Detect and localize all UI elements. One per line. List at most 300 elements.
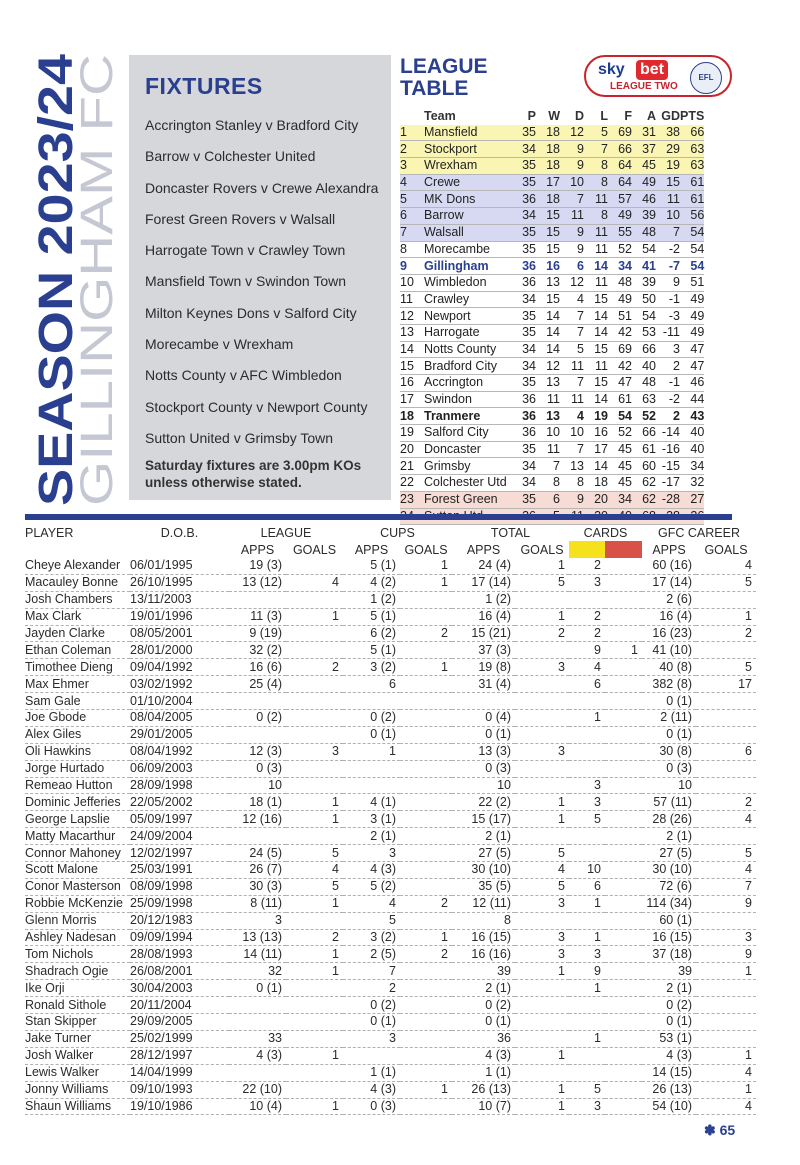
col-cups-goals: GOALS xyxy=(404,542,448,557)
league-stat-cell: 7 xyxy=(536,458,560,475)
league-stat-cell: 36 xyxy=(512,191,536,208)
league-stat-cell: 35 xyxy=(512,491,536,508)
player-stat-cell xyxy=(605,1064,642,1081)
player-stat-cell: 15 (21) xyxy=(452,625,515,642)
player-dob: 28/09/1998 xyxy=(130,777,229,794)
league-stat-cell: -7 xyxy=(656,258,680,275)
player-stat-cell: 9 (19) xyxy=(229,625,286,642)
player-stat-cell xyxy=(515,997,569,1014)
player-dob: 09/09/1994 xyxy=(130,929,229,946)
player-stat-cell: 0 (2) xyxy=(229,710,286,727)
player-stat-cell: 1 xyxy=(569,710,605,727)
fixture-item: Milton Keynes Dons v Salford City xyxy=(145,304,357,321)
player-dob: 28/08/1993 xyxy=(130,946,229,963)
league-stat-cell: 45 xyxy=(608,475,632,492)
player-row xyxy=(25,794,756,811)
player-stat-cell: 4 (2) xyxy=(343,574,400,591)
league-stat-cell: 34 xyxy=(512,458,536,475)
player-stat-cell xyxy=(569,591,605,608)
league-stat-cell: 35 xyxy=(512,125,536,141)
player-dob: 20/12/1983 xyxy=(130,912,229,929)
player-stat-cell xyxy=(605,726,642,743)
player-stat-cell xyxy=(343,760,400,777)
league-stat-cell: 11 xyxy=(584,191,608,208)
league-stat-cell: 64 xyxy=(608,158,632,175)
player-stat-cell xyxy=(605,676,642,693)
player-stat-cell xyxy=(569,997,605,1014)
player-stat-cell: 27 (5) xyxy=(452,845,515,862)
player-stat-cell xyxy=(400,676,452,693)
player-stat-cell: 2 (1) xyxy=(452,828,515,845)
player-stat-cell: 6 xyxy=(343,676,400,693)
league-position: 18 xyxy=(400,408,424,425)
player-stat-cell xyxy=(286,625,343,642)
season-title: SEASON 2023/24 xyxy=(30,116,83,506)
player-stat-cell: 3 (2) xyxy=(343,659,400,676)
league-stat-cell: 69 xyxy=(608,125,632,141)
league-team-name: Accrington xyxy=(424,375,512,392)
player-name: Max Ehmer xyxy=(25,676,130,693)
player-stat-cell: 9 xyxy=(569,963,605,980)
player-name: Scott Malone xyxy=(25,862,130,879)
player-stat-cell: 2 xyxy=(286,659,343,676)
league-stat-cell: 7 xyxy=(584,141,608,158)
player-stat-cell xyxy=(605,912,642,929)
league-stat-cell: 16 xyxy=(584,425,608,442)
league-position: 9 xyxy=(400,258,424,275)
league-stat-cell: 52 xyxy=(608,241,632,258)
col-cups-apps: APPS xyxy=(354,542,389,557)
player-stat-cell: 1 xyxy=(515,811,569,828)
league-stat-cell: 7 xyxy=(560,375,584,392)
col-league-apps: APPS xyxy=(240,542,275,557)
league-stat-cell: 15 xyxy=(536,208,560,225)
player-stat-cell: 36 xyxy=(452,1030,515,1047)
league-table-row xyxy=(400,324,704,341)
player-stat-cell: 0 (1) xyxy=(642,1014,696,1031)
player-stat-cell xyxy=(400,980,452,997)
league-table-title xyxy=(400,56,488,100)
player-dob: 08/04/1992 xyxy=(130,743,229,760)
player-stat-cell: 4 (3) xyxy=(452,1047,515,1064)
league-stat-cell: 13 xyxy=(560,458,584,475)
page-number-text: 65 xyxy=(719,1122,736,1138)
player-stat-cell xyxy=(400,862,452,879)
league-stat-cell: 36 xyxy=(512,258,536,275)
player-stat-cell: 2 xyxy=(569,558,605,574)
player-row xyxy=(25,862,756,879)
player-stat-cell xyxy=(605,1030,642,1047)
league-table-row xyxy=(400,191,704,208)
league-stat-cell: 51 xyxy=(608,308,632,325)
league-team-name: Salford City xyxy=(424,425,512,442)
player-stat-cell xyxy=(452,693,515,710)
player-stat-cell: 16 (16) xyxy=(452,946,515,963)
league-stat-cell: 29 xyxy=(656,141,680,158)
player-stat-cell: 2 (6) xyxy=(642,591,696,608)
fixtures-panel xyxy=(129,55,391,500)
player-stat-cell xyxy=(605,625,642,642)
player-dob: 22/05/2002 xyxy=(130,794,229,811)
league-stat-cell: 31 xyxy=(632,125,656,141)
league-position: 16 xyxy=(400,375,424,392)
player-stat-cell xyxy=(605,1098,642,1115)
league-stat-cell: 17 xyxy=(536,174,560,191)
player-stat-cell xyxy=(605,845,642,862)
player-stat-cell: 33 xyxy=(229,1030,286,1047)
player-stat-cell: 4 xyxy=(569,659,605,676)
player-stat-cell: 1 (1) xyxy=(452,1064,515,1081)
league-stat-cell: 7 xyxy=(560,308,584,325)
vertical-season-title xyxy=(14,48,122,510)
player-name: Shadrach Ogie xyxy=(25,963,130,980)
league-team-name: Bradford City xyxy=(424,358,512,375)
player-stat-cell: 1 xyxy=(696,1081,756,1098)
league-stat-cell: 45 xyxy=(632,158,656,175)
league-stat-cell: -14 xyxy=(656,425,680,442)
player-stat-cell xyxy=(400,760,452,777)
col-d: D xyxy=(574,109,584,124)
player-stat-cell xyxy=(605,558,642,574)
league-stat-cell: 11 xyxy=(656,191,680,208)
league-stat-cell: 38 xyxy=(656,125,680,141)
league-stat-cell: 11 xyxy=(560,208,584,225)
player-stat-cell: 5 xyxy=(343,912,400,929)
fixtures-list xyxy=(145,115,378,459)
player-stat-cell: 114 (34) xyxy=(642,895,696,912)
player-stat-cell xyxy=(569,693,605,710)
league-stat-cell: 14 xyxy=(584,458,608,475)
player-stat-cell xyxy=(400,726,452,743)
league-table-row xyxy=(400,274,704,291)
player-stat-cell: 10 (4) xyxy=(229,1098,286,1115)
league-stat-cell: 53 xyxy=(632,324,656,341)
player-stat-cell: 2 (1) xyxy=(452,980,515,997)
player-stat-cell: 3 xyxy=(515,895,569,912)
player-stat-cell xyxy=(229,1064,286,1081)
player-stat-cell xyxy=(515,1030,569,1047)
red-card-swatch xyxy=(605,541,642,558)
league-position: 19 xyxy=(400,425,424,442)
player-row xyxy=(25,574,756,591)
player-stat-cell: 0 (1) xyxy=(452,726,515,743)
player-stat-cell xyxy=(569,1014,605,1031)
league-position: 5 xyxy=(400,191,424,208)
league-title-line2: TABLE xyxy=(400,77,469,100)
player-stat-cell xyxy=(515,828,569,845)
league-stat-cell: 11 xyxy=(584,358,608,375)
col-league-goals: GOALS xyxy=(292,542,337,557)
league-stat-cell: 40 xyxy=(680,441,704,458)
league-team-name: Grimsby xyxy=(424,458,512,475)
player-stat-cell: 2 xyxy=(400,946,452,963)
player-stat-cell xyxy=(696,1030,756,1047)
league-stat-cell: 8 xyxy=(584,174,608,191)
player-stat-cell xyxy=(569,912,605,929)
league-stat-cell: 37 xyxy=(632,141,656,158)
league-table-row xyxy=(400,141,704,158)
player-name: Matty Macarthur xyxy=(25,828,130,845)
player-stat-cell: 3 xyxy=(286,743,343,760)
player-stat-cell: 5 (1) xyxy=(343,642,400,659)
league-team-name: Doncaster xyxy=(424,441,512,458)
player-stat-cell xyxy=(605,997,642,1014)
player-dob: 19/10/1986 xyxy=(130,1098,229,1115)
league-stat-cell: 13 xyxy=(536,274,560,291)
league-stat-cell: 34 xyxy=(680,458,704,475)
league-team-name: Crawley xyxy=(424,291,512,308)
player-stat-cell: 14 (11) xyxy=(229,946,286,963)
player-dob: 08/09/1998 xyxy=(130,878,229,895)
player-stat-cell: 4 (3) xyxy=(343,1081,400,1098)
player-row xyxy=(25,1081,756,1098)
league-position: 4 xyxy=(400,174,424,191)
player-stat-cell xyxy=(400,845,452,862)
league-team-name: Notts County xyxy=(424,341,512,358)
player-stat-cell xyxy=(286,591,343,608)
player-name: Jorge Hurtado xyxy=(25,760,130,777)
player-stat-cell xyxy=(400,794,452,811)
league-stat-cell: 43 xyxy=(680,408,704,425)
player-stat-cell: 0 (2) xyxy=(642,997,696,1014)
bet-logo-text: bet xyxy=(636,60,668,80)
efl-badge-icon: EFL xyxy=(690,62,722,94)
league-stat-cell: 34 xyxy=(608,491,632,508)
player-stat-cell: 1 xyxy=(400,659,452,676)
player-row xyxy=(25,642,756,659)
player-stat-cell: 57 (11) xyxy=(642,794,696,811)
player-stat-cell xyxy=(400,1047,452,1064)
league-table-row xyxy=(400,158,704,175)
player-stat-cell: 1 xyxy=(515,794,569,811)
player-stat-cell: 4 xyxy=(343,895,400,912)
player-row xyxy=(25,963,756,980)
league-stat-cell: 62 xyxy=(632,491,656,508)
player-stat-cell xyxy=(515,710,569,727)
player-stat-cell xyxy=(569,1064,605,1081)
league-stat-cell: 45 xyxy=(608,441,632,458)
league-stat-cell: 5 xyxy=(560,341,584,358)
player-row xyxy=(25,693,756,710)
league-stat-cell: 52 xyxy=(632,408,656,425)
league-position: 14 xyxy=(400,341,424,358)
player-stat-cell xyxy=(605,591,642,608)
player-stat-cell xyxy=(286,726,343,743)
player-stat-cell xyxy=(400,777,452,794)
league-stat-cell: 8 xyxy=(584,208,608,225)
league-stat-cell: 55 xyxy=(608,224,632,241)
player-stat-cell: 4 xyxy=(696,558,756,574)
league-stat-cell: 44 xyxy=(680,391,704,408)
player-stat-cell xyxy=(605,980,642,997)
col-league: LEAGUE xyxy=(260,525,312,540)
player-row xyxy=(25,828,756,845)
col-career: GFC CAREER xyxy=(658,525,740,540)
player-stat-cell: 1 (1) xyxy=(343,1064,400,1081)
player-stat-cell xyxy=(400,710,452,727)
league-stat-cell: 6 xyxy=(560,258,584,275)
league-team-name: Stockport xyxy=(424,141,512,158)
player-name: Josh Walker xyxy=(25,1047,130,1064)
league-stat-cell: 8 xyxy=(560,475,584,492)
sky-bet-league-two-logo xyxy=(584,55,732,97)
player-stat-cell: 6 xyxy=(569,878,605,895)
player-stat-cell xyxy=(343,777,400,794)
player-stat-cell xyxy=(400,828,452,845)
player-stat-cell: 3 xyxy=(569,777,605,794)
league-stat-cell: 47 xyxy=(608,375,632,392)
player-stat-cell: 4 xyxy=(696,1064,756,1081)
league-table-row xyxy=(400,408,704,425)
player-stat-cell xyxy=(696,693,756,710)
col-pts: PTS xyxy=(680,109,705,124)
player-name: Lewis Walker xyxy=(25,1064,130,1081)
fixtures-title: FIXTURES xyxy=(145,73,263,99)
player-name: Ethan Coleman xyxy=(25,642,130,659)
player-stat-cell: 3 (1) xyxy=(343,811,400,828)
player-stat-cell: 3 xyxy=(696,929,756,946)
player-stat-cell: 16 (15) xyxy=(452,929,515,946)
league-stat-cell: 64 xyxy=(608,174,632,191)
page-number xyxy=(704,1122,735,1139)
league-stat-cell: 19 xyxy=(656,158,680,175)
league-table-row xyxy=(400,358,704,375)
player-stat-cell: 5 xyxy=(515,878,569,895)
player-stat-cell xyxy=(229,726,286,743)
player-stat-cell xyxy=(605,777,642,794)
player-name: Tom Nichols xyxy=(25,946,130,963)
player-stat-cell: 2 (5) xyxy=(343,946,400,963)
player-dob: 01/10/2004 xyxy=(130,693,229,710)
league-stat-cell: 4 xyxy=(560,291,584,308)
league-stat-cell: 8 xyxy=(536,475,560,492)
league-stat-cell: 60 xyxy=(632,458,656,475)
league-stat-cell: 11 xyxy=(584,274,608,291)
league-stat-cell: 9 xyxy=(560,158,584,175)
player-stat-cell: 2 xyxy=(400,625,452,642)
player-row xyxy=(25,1030,756,1047)
club-crest-icon: ✽ xyxy=(704,1122,716,1138)
league-stat-cell: 52 xyxy=(608,425,632,442)
player-name: Joe Gbode xyxy=(25,710,130,727)
player-stat-cell: 1 xyxy=(515,558,569,574)
league-team-name: Tranmere xyxy=(424,408,512,425)
league-position: 3 xyxy=(400,158,424,175)
player-stat-cell xyxy=(696,1014,756,1031)
player-stat-cell: 22 (2) xyxy=(452,794,515,811)
player-dob: 14/04/1999 xyxy=(130,1064,229,1081)
player-stat-cell xyxy=(400,1064,452,1081)
league-team-name: Walsall xyxy=(424,224,512,241)
league-stat-cell: 35 xyxy=(512,375,536,392)
league-stat-cell: 45 xyxy=(608,458,632,475)
player-stat-cell xyxy=(400,1030,452,1047)
player-stat-cell xyxy=(400,811,452,828)
player-stat-cell: 4 xyxy=(286,862,343,879)
player-row xyxy=(25,912,756,929)
player-stat-cell xyxy=(605,828,642,845)
player-stat-cell: 2 (11) xyxy=(642,710,696,727)
player-stat-cell xyxy=(515,1064,569,1081)
player-row xyxy=(25,591,756,608)
league-stat-cell: 7 xyxy=(560,191,584,208)
league-stat-cell: 63 xyxy=(680,158,704,175)
player-stat-cell: 4 (3) xyxy=(229,1047,286,1064)
player-dob: 26/10/1995 xyxy=(130,574,229,591)
player-stat-cell: 16 (6) xyxy=(229,659,286,676)
player-stat-cell: 28 (26) xyxy=(642,811,696,828)
league-stat-cell: 66 xyxy=(632,341,656,358)
player-stat-cell: 13 (12) xyxy=(229,574,286,591)
player-name: George Lapslie xyxy=(25,811,130,828)
player-stat-cell xyxy=(605,574,642,591)
league-stat-cell: 5 xyxy=(584,125,608,141)
player-name: Jake Turner xyxy=(25,1030,130,1047)
league-position: 1 xyxy=(400,125,424,141)
league-position: 10 xyxy=(400,274,424,291)
player-name: Shaun Williams xyxy=(25,1098,130,1115)
player-stat-cell: 1 xyxy=(569,895,605,912)
league-stat-cell: -2 xyxy=(656,241,680,258)
player-stat-cell: 24 (5) xyxy=(229,845,286,862)
league-stat-cell: 40 xyxy=(632,358,656,375)
league-stat-cell: 54 xyxy=(680,224,704,241)
player-stat-cell: 3 xyxy=(569,574,605,591)
player-stat-cell: 16 (23) xyxy=(642,625,696,642)
player-stat-cell: 60 (16) xyxy=(642,558,696,574)
league-team-name: Harrogate xyxy=(424,324,512,341)
player-stat-cell: 0 (2) xyxy=(343,997,400,1014)
player-stat-cell: 1 xyxy=(400,574,452,591)
player-stat-cell xyxy=(400,743,452,760)
league-stat-cell: 17 xyxy=(584,441,608,458)
player-stat-cell: 3 xyxy=(515,946,569,963)
player-stat-cell xyxy=(605,743,642,760)
player-stat-cell: 1 xyxy=(286,895,343,912)
player-stat-cell: 10 xyxy=(452,777,515,794)
col-a: A xyxy=(646,109,656,124)
player-dob: 25/02/1999 xyxy=(130,1030,229,1047)
league-stat-cell: -2 xyxy=(656,391,680,408)
league-stat-cell: 66 xyxy=(680,125,704,141)
player-row xyxy=(25,710,756,727)
league-stat-cell: 12 xyxy=(560,125,584,141)
player-name: Jayden Clarke xyxy=(25,625,130,642)
player-stat-cell: 0 (3) xyxy=(452,760,515,777)
league-stat-cell: 18 xyxy=(536,125,560,141)
player-stat-cell xyxy=(569,726,605,743)
league-table-row xyxy=(400,425,704,442)
col-career-goals: GOALS xyxy=(704,542,748,557)
league-stat-cell: 35 xyxy=(512,241,536,258)
league-title-line1: LEAGUE xyxy=(400,55,488,78)
league-team-name: Mansfield xyxy=(424,125,512,141)
league-stat-cell: -17 xyxy=(656,475,680,492)
league-table-row xyxy=(400,341,704,358)
player-stat-cell: 24 (4) xyxy=(452,558,515,574)
league-stat-cell: 6 xyxy=(536,491,560,508)
league-position: 21 xyxy=(400,458,424,475)
fixture-item: Mansfield Town v Swindon Town xyxy=(145,273,347,290)
player-stat-cell: 2 xyxy=(286,929,343,946)
league-stat-cell: 15 xyxy=(536,224,560,241)
player-stat-cell xyxy=(515,676,569,693)
player-dob: 24/09/2004 xyxy=(130,828,229,845)
player-stat-cell: 7 xyxy=(343,963,400,980)
player-stat-cell: 1 xyxy=(569,980,605,997)
col-w: W xyxy=(548,109,560,124)
league-stat-cell: 15 xyxy=(536,241,560,258)
